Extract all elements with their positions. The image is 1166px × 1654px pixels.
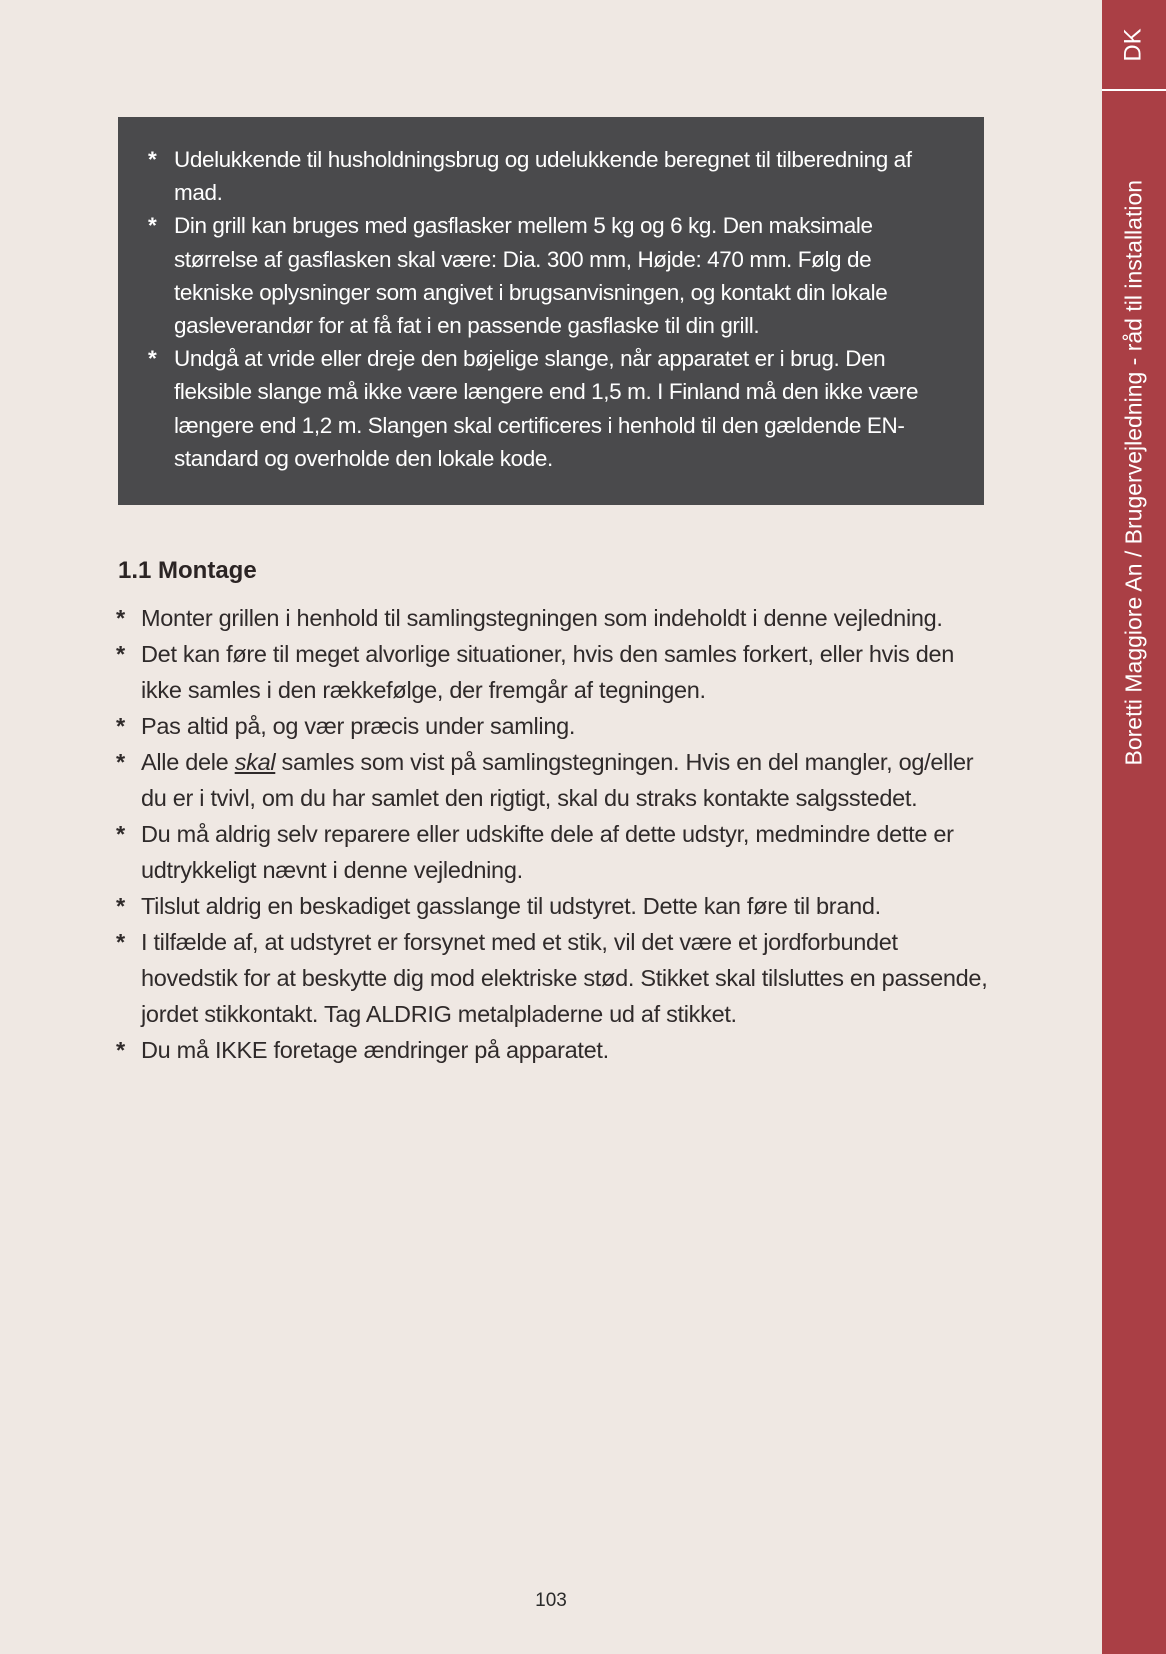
montage-list [116, 600, 996, 1068]
sidebar-title-wrap [1114, 179, 1154, 786]
bullet-star: * [116, 821, 125, 847]
list-item-text: Pas altid på, og vær præcis under samling. [141, 713, 576, 739]
bullet-star: * [116, 749, 125, 775]
list-item-text: Du må IKKE foretage ændringer på apparatet. [141, 1037, 609, 1063]
list-item-text: Du må aldrig selv reparere eller udskifte dele af dette udstyr, medmindre dette er udtrykkeligt nævnt i denne vejledning. [141, 821, 954, 883]
sidebar-title: Boretti Maggiore An / Brugervejledning - råd til installation [1120, 179, 1147, 766]
list-item [116, 816, 996, 888]
list-item-text: Monter grillen i henhold til samlingstegningen som indeholdt i denne vejledning. [141, 605, 943, 631]
list-item [116, 744, 996, 816]
bullet-star: * [148, 147, 157, 172]
note-text: Udelukkende til husholdningsbrug og udelukkende beregnet til tilberedning af mad. [174, 147, 912, 206]
bullet-star: * [148, 346, 157, 372]
page-number: 103 [535, 1590, 567, 1611]
note-list [148, 143, 948, 475]
list-item-text-before: Alle dele [141, 749, 235, 775]
list-item [116, 1032, 996, 1068]
note-item [148, 342, 948, 475]
language-tab [1102, 0, 1166, 90]
bullet-star: * [116, 605, 125, 631]
list-item [116, 636, 996, 708]
note-text: Din grill kan bruges med gasflasker mellem 5 kg og 6 kg. Den maksimale størrelse af gasflasken skal være: Dia. 300 mm, Højde: 470 mm. Følg de tekniske oplysninger som angivet i brugsanvisningen, og kontakt din lokale gasleverandør for at få fat i en passende gasflaske til din grill. [174, 213, 888, 339]
language-code: DK [1120, 28, 1147, 62]
bullet-star: * [116, 1037, 125, 1063]
note-box [118, 117, 984, 505]
note-item [148, 209, 948, 342]
bullet-star: * [116, 929, 125, 955]
list-item [116, 708, 996, 744]
bullet-star: * [116, 893, 125, 919]
note-text: Undgå at vride eller dreje den bøjelige slange, når apparatet er i brug. Den fleksible slange må ikke være længere end 1,5 m. I Finland må den ikke være længere end 1,2 m. Slangen skal certificeres i henhold til den gældende EN-standard og overholde den lokale kode. [174, 346, 919, 471]
bullet-star: * [148, 213, 157, 239]
list-item-text: I tilfælde af, at udstyret er forsynet med et stik, vil det være et jordforbundet hovedstik for at beskytte dig mod elektriske stød. Stikket skal tilsluttes en passende, jordet stikkontakt. Tag ALDRIG metalpladerne ud af stikket. [141, 929, 988, 1027]
note-item [148, 143, 948, 209]
list-item-text: Tilslut aldrig en beskadiget gasslange til udstyret. Dette kan føre til brand. [141, 893, 881, 919]
sidebar [1102, 0, 1166, 1654]
bullet-star: * [116, 713, 125, 739]
list-item-text-after: samles som vist på samlingstegningen. Hvis en del mangler, og/eller du er i tvivl, om du har samlet den rigtigt, skal du straks kontakte salgsstedet. [141, 749, 974, 811]
emphasis-text: skal [234, 749, 276, 775]
sidebar-divider [1102, 89, 1166, 91]
list-item [116, 888, 996, 924]
list-item [116, 600, 996, 636]
list-item-text: Det kan føre til meget alvorlige situationer, hvis den samles forkert, eller hvis den ikke samles i den rækkefølge, der fremgår af tegningen. [141, 641, 955, 703]
bullet-star: * [116, 641, 125, 667]
section-heading: 1.1 Montage [118, 557, 257, 584]
list-item [116, 924, 996, 1032]
